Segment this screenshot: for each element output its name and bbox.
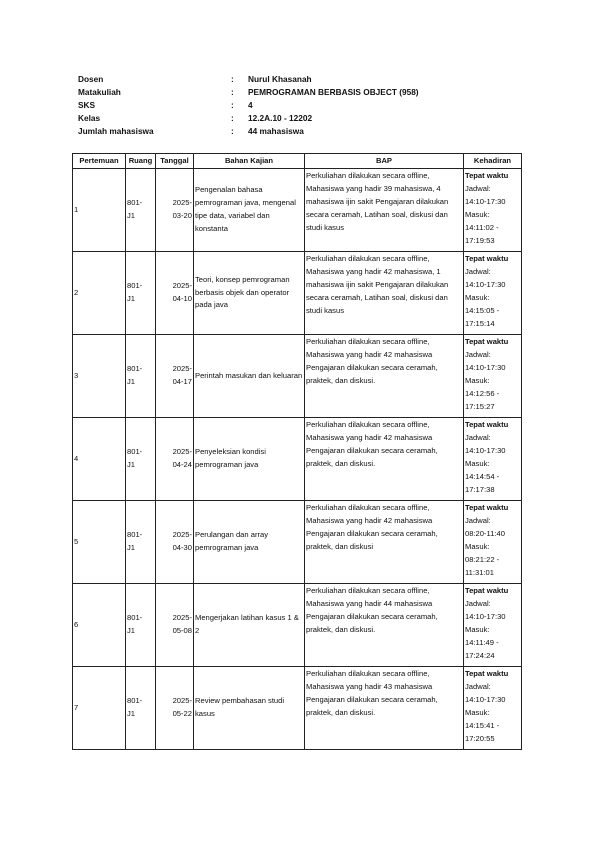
meeting-number-cell: 6: [73, 584, 126, 667]
topic-cell: Review pembahasan studi kasus: [194, 667, 305, 750]
table-header-row: [73, 154, 522, 169]
bap-cell: Perkuliahan dilakukan secara offline, Mahasiswa yang hadir 44 mahasiswa Pengajaran dilakukan secara ceramah, praktek, dan diskusi.: [305, 584, 464, 667]
check-in-start: 14:11:49 -: [465, 637, 499, 647]
schedule-time: 14:10-17:30: [465, 362, 506, 372]
schedule-time: 14:10-17:30: [465, 611, 506, 621]
attendance-cell: [464, 418, 522, 501]
check-in-end: 17:15:27: [465, 401, 495, 411]
check-in-label: Masuk:: [465, 541, 490, 551]
colon: :: [231, 126, 234, 136]
check-in-label: Masuk:: [465, 292, 490, 302]
check-in-start: 14:11:02 -: [465, 222, 499, 232]
check-in-label: Masuk:: [465, 458, 490, 468]
check-in-start: 14:15:41 -: [465, 720, 500, 730]
bap-cell: Perkuliahan dilakukan secara offline, Mahasiswa yang hadir 42 mahasiswa Pengajaran dilakukan secara ceramah, praktek, dan diskusi.: [305, 418, 464, 501]
topic-cell: Perintah masukan dan keluaran: [194, 335, 305, 418]
topic-cell: Teori, konsep pemrograman berbasis objek dan operator pada java: [194, 252, 305, 335]
attendance-status: Tepat waktu: [465, 254, 509, 263]
topic-cell: Mengerjakan latihan kasus 1 & 2: [194, 584, 305, 667]
topic-cell: Perulangan dan array pemrograman java: [194, 501, 305, 584]
check-in-label: Masuk:: [465, 624, 490, 634]
sks-label: SKS: [78, 100, 96, 110]
attendance-status: Tepat waktu: [465, 503, 509, 512]
table-row: [73, 252, 522, 335]
meeting-number-cell: 4: [73, 418, 126, 501]
check-in-start: 08:21:22 -: [465, 554, 500, 564]
info-row-kelas: [78, 112, 419, 125]
room-cell: 801- J1: [126, 335, 156, 418]
column-header: BAP: [305, 154, 464, 169]
colon: :: [231, 113, 234, 123]
schedule-time: 14:10-17:30: [465, 279, 506, 289]
dosen-label: Dosen: [78, 74, 104, 84]
schedule-label: Jadwal:: [465, 432, 491, 442]
room-cell: 801- J1: [126, 667, 156, 750]
meeting-number-cell: 5: [73, 501, 126, 584]
attendance-status: Tepat waktu: [465, 586, 509, 595]
column-header: Kehadiran: [464, 154, 522, 169]
table-row: [73, 667, 522, 750]
check-in-start: 14:15:05 -: [465, 305, 500, 315]
date-cell: 2025- 05-22: [156, 667, 194, 750]
attendance-status: Tepat waktu: [465, 171, 509, 180]
table-row: [73, 584, 522, 667]
schedule-label: Jadwal:: [465, 266, 491, 276]
column-header: Tanggal: [156, 154, 194, 169]
colon: :: [231, 87, 234, 97]
attendance-cell: [464, 584, 522, 667]
check-in-end: 17:17:38: [465, 484, 495, 494]
check-in-end: 11:31:01: [465, 567, 494, 577]
schedule-time: 14:10-17:30: [465, 445, 506, 455]
bap-cell: Perkuliahan dilakukan secara offline, Mahasiswa yang hadir 42 mahasiswa, 1 mahasiswa ijin sakit Pengajaran dilakukan secara ceramah, Latihan soal, diskusi dan studi kasus: [305, 252, 464, 335]
attendance-cell: [464, 252, 522, 335]
info-row-dosen: [78, 73, 419, 86]
bap-cell: Perkuliahan dilakukan secara offline, Mahasiswa yang hadir 39 mahasiswa, 4 mahasiswa ijin sakit Pengajaran dilakukan secara ceramah, Latihan soal, diskusi dan studi kasus: [305, 169, 464, 252]
info-row-jumlah: [78, 125, 419, 138]
schedule-label: Jadwal:: [465, 515, 491, 525]
table-body: [73, 169, 522, 750]
room-cell: 801- J1: [126, 418, 156, 501]
check-in-label: Masuk:: [465, 375, 490, 385]
schedule-label: Jadwal:: [465, 681, 491, 691]
check-in-start: 14:12:56 -: [465, 388, 500, 398]
meeting-number-cell: 7: [73, 667, 126, 750]
room-cell: 801- J1: [126, 584, 156, 667]
check-in-end: 17:24:24: [465, 650, 495, 660]
schedule-label: Jadwal:: [465, 183, 491, 193]
check-in-end: 17:15:14: [465, 318, 495, 328]
date-cell: 2025- 04-24: [156, 418, 194, 501]
meeting-number-cell: 2: [73, 252, 126, 335]
attendance-status: Tepat waktu: [465, 337, 509, 346]
check-in-end: 17:20:55: [465, 733, 495, 743]
date-cell: 2025- 04-17: [156, 335, 194, 418]
room-cell: 801- J1: [126, 169, 156, 252]
attendance-status: Tepat waktu: [465, 420, 509, 429]
schedule-label: Jadwal:: [465, 598, 491, 608]
info-row-sks: [78, 99, 419, 112]
schedule-time: 14:10-17:30: [465, 196, 506, 206]
attendance-table: [72, 153, 522, 750]
bap-cell: Perkuliahan dilakukan secara offline, Mahasiswa yang hadir 43 mahasiswa Pengajaran dilakukan secara ceramah, praktek, dan diskusi.: [305, 667, 464, 750]
date-cell: 2025- 04-10: [156, 252, 194, 335]
date-cell: 2025- 04-30: [156, 501, 194, 584]
dosen-value: Nurul Khasanah: [248, 74, 312, 84]
room-cell: 801- J1: [126, 501, 156, 584]
table-row: [73, 501, 522, 584]
colon: :: [231, 100, 234, 110]
jumlah-label: Jumlah mahasiswa: [78, 126, 154, 136]
check-in-label: Masuk:: [465, 209, 490, 219]
course-info: [78, 73, 419, 138]
attendance-cell: [464, 335, 522, 418]
info-row-matakuliah: [78, 86, 419, 99]
date-cell: 2025- 05-08: [156, 584, 194, 667]
attendance-cell: [464, 169, 522, 252]
attendance-cell: [464, 501, 522, 584]
schedule-time: 14:10-17:30: [465, 694, 506, 704]
column-header: Pertemuan: [73, 154, 126, 169]
table-row: [73, 418, 522, 501]
check-in-start: 14:14:54 -: [465, 471, 500, 481]
table-row: [73, 335, 522, 418]
colon: :: [231, 74, 234, 84]
schedule-label: Jadwal:: [465, 349, 491, 359]
bap-cell: Perkuliahan dilakukan secara offline, Mahasiswa yang hadir 42 mahasiswa Pengajaran dilakukan secara ceramah, praktek, dan diskusi.: [305, 335, 464, 418]
kelas-label: Kelas: [78, 113, 101, 123]
check-in-end: 17:19:53: [465, 235, 495, 245]
attendance-status: Tepat waktu: [465, 669, 509, 678]
jumlah-value: 44 mahasiswa: [248, 126, 304, 136]
topic-cell: Pengenalan bahasa pemrograman java, mengenal tipe data, variabel dan konstanta: [194, 169, 305, 252]
matakuliah-value: PEMROGRAMAN BERBASIS OBJECT (958): [248, 87, 419, 97]
meeting-number-cell: 1: [73, 169, 126, 252]
kelas-value: 12.2A.10 - 12202: [248, 113, 313, 123]
table-row: [73, 169, 522, 252]
column-header: Ruang: [126, 154, 156, 169]
sks-value: 4: [248, 100, 253, 110]
column-header: Bahan Kajian: [194, 154, 305, 169]
attendance-cell: [464, 667, 522, 750]
meeting-number-cell: 3: [73, 335, 126, 418]
matakuliah-label: Matakuliah: [78, 87, 121, 97]
date-cell: 2025- 03-20: [156, 169, 194, 252]
room-cell: 801- J1: [126, 252, 156, 335]
bap-cell: Perkuliahan dilakukan secara offline, Mahasiswa yang hadir 42 mahasiswa Pengajaran dilakukan secara ceramah, praktek, dan diskusi: [305, 501, 464, 584]
check-in-label: Masuk:: [465, 707, 490, 717]
topic-cell: Penyeleksian kondisi pemrograman java: [194, 418, 305, 501]
schedule-time: 08:20-11:40: [465, 528, 505, 538]
